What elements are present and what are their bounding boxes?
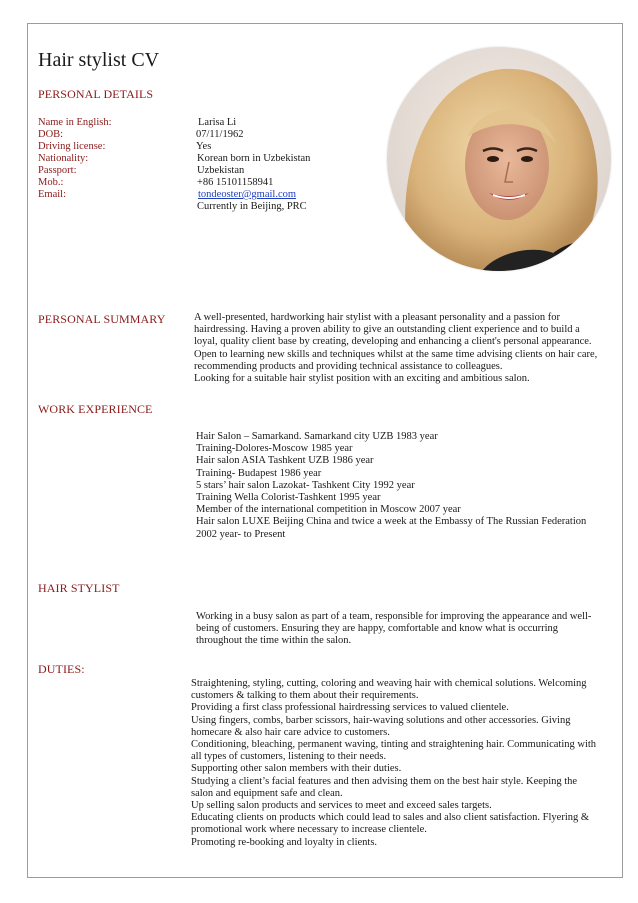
duty-line: promotional work where necessary to increase clientele. (191, 824, 427, 836)
experience-line: Hair Salon – Samarkand. Samarkand city UZB 1983 year (196, 431, 438, 442)
duty-line: homecare & also hair care advice to customers. (191, 726, 390, 738)
personal-details-heading: PERSONAL DETAILS (38, 87, 154, 101)
value-dob: 07/11/1962 (196, 129, 244, 140)
duty-line: Up selling salon products and services to meet and exceed sales targets. (191, 800, 492, 812)
hair-stylist-line: Working in a busy salon as part of a team, responsible for improving the appearance and well- (196, 611, 592, 622)
value-name: Larisa Li (198, 117, 237, 128)
duty-line: Using fingers, combs, barber scissors, hair-waving solutions and other accessories. Giving (191, 714, 571, 726)
experience-line: 5 stars’ hair salon Lazokat- Tashkent City 1992 year (196, 479, 415, 491)
value-passport: Uzbekistan (197, 165, 245, 176)
work-experience-list (196, 431, 586, 541)
experience-line: Member of the international competition in Moscow 2007 year (196, 504, 461, 516)
email-link[interactable]: tondeoster@gmail.com (198, 189, 297, 200)
duty-line: Conditioning, bleaching, permanent waving, tinting and straightening hair. Communicating with (191, 739, 597, 751)
label-name: Name in English: (38, 117, 112, 128)
label-email: Email: (38, 189, 66, 200)
duty-line: Promoting re-booking and loyalty in clients. (191, 836, 378, 848)
duty-line: all types of customers, listening to their needs. (191, 751, 387, 763)
summary-line: recommending products and providing technical assistance to colleagues. (194, 360, 503, 372)
experience-line: Hair salon LUXE Beijing China and twice a week at the Embassy of The Russian Federation (196, 516, 587, 528)
summary-line: Open to learning new skills and techniques whilst at the same time advising clients on hair care, (194, 348, 598, 360)
experience-line: 2002 year- to Present (196, 528, 286, 540)
label-dob: DOB: (38, 129, 64, 140)
hair-stylist-line: throughout the time within the salon. (196, 635, 352, 647)
value-location: Currently in Beijing, PRC (197, 201, 307, 212)
page-title: Hair stylist CV (38, 49, 160, 71)
value-mobile: +86 15101158941 (197, 177, 274, 188)
portrait-photo (387, 47, 611, 271)
duties-list (191, 678, 596, 849)
personal-summary-text (194, 312, 597, 385)
duty-line: Studying a client’s facial features and then advising them on the best hair style. Keeping the (191, 775, 578, 787)
duty-line: Providing a first class professional hairdressing services to valued clientele. (191, 702, 509, 714)
summary-line: hairdressing. Having a proven ability to give an outstanding client experience and to build a (194, 324, 580, 336)
personal-summary-heading: PERSONAL SUMMARY (38, 312, 166, 326)
duty-line: salon and equipment safe and clean. (191, 787, 343, 799)
summary-line: Looking for a suitable hair stylist position with an exciting and ambitious salon. (194, 373, 530, 385)
label-mobile: Mob.: (38, 177, 64, 188)
duty-line: Supporting other salon members with their duties. (191, 763, 402, 775)
experience-line: Training- Budapest 1986 year (196, 467, 322, 479)
label-nationality: Nationality: (38, 153, 89, 164)
portrait-illustration (387, 47, 611, 271)
experience-line: Training Wella Colorist-Tashkent 1995 year (196, 492, 381, 504)
duty-line: Straightening, styling, cutting, coloring and weaving hair with chemical solutions. Welcoming (191, 678, 587, 689)
label-passport: Passport: (38, 165, 77, 176)
duties-heading: DUTIES: (38, 662, 85, 676)
experience-line: Hair salon ASIA Tashkent UZB 1986 year (196, 455, 374, 467)
label-driving-license: Driving license: (38, 141, 106, 152)
duty-line: customers & talking to them about their requirements. (191, 690, 419, 702)
hair-stylist-text (196, 611, 591, 648)
experience-line: Training-Dolores-Moscow 1985 year (196, 443, 353, 455)
work-experience-heading: WORK EXPERIENCE (38, 402, 153, 416)
summary-line: loyal, quality client base by creating, developing and enhancing a client's personal appearance. (194, 336, 592, 348)
value-nationality: Korean born in Uzbekistan (197, 153, 311, 164)
summary-line: A well-presented, hardworking hair stylist with a pleasant personality and a passion for (194, 312, 560, 323)
hair-stylist-heading: HAIR STYLIST (38, 581, 120, 595)
duty-line: Educating clients on products which could lead to sales and also client satisfaction. Flyering & (191, 812, 590, 824)
hair-stylist-line: being of customers. Ensuring they are happy, comfortable and know what is occurring (196, 623, 559, 635)
value-driving-license: Yes (196, 141, 212, 152)
